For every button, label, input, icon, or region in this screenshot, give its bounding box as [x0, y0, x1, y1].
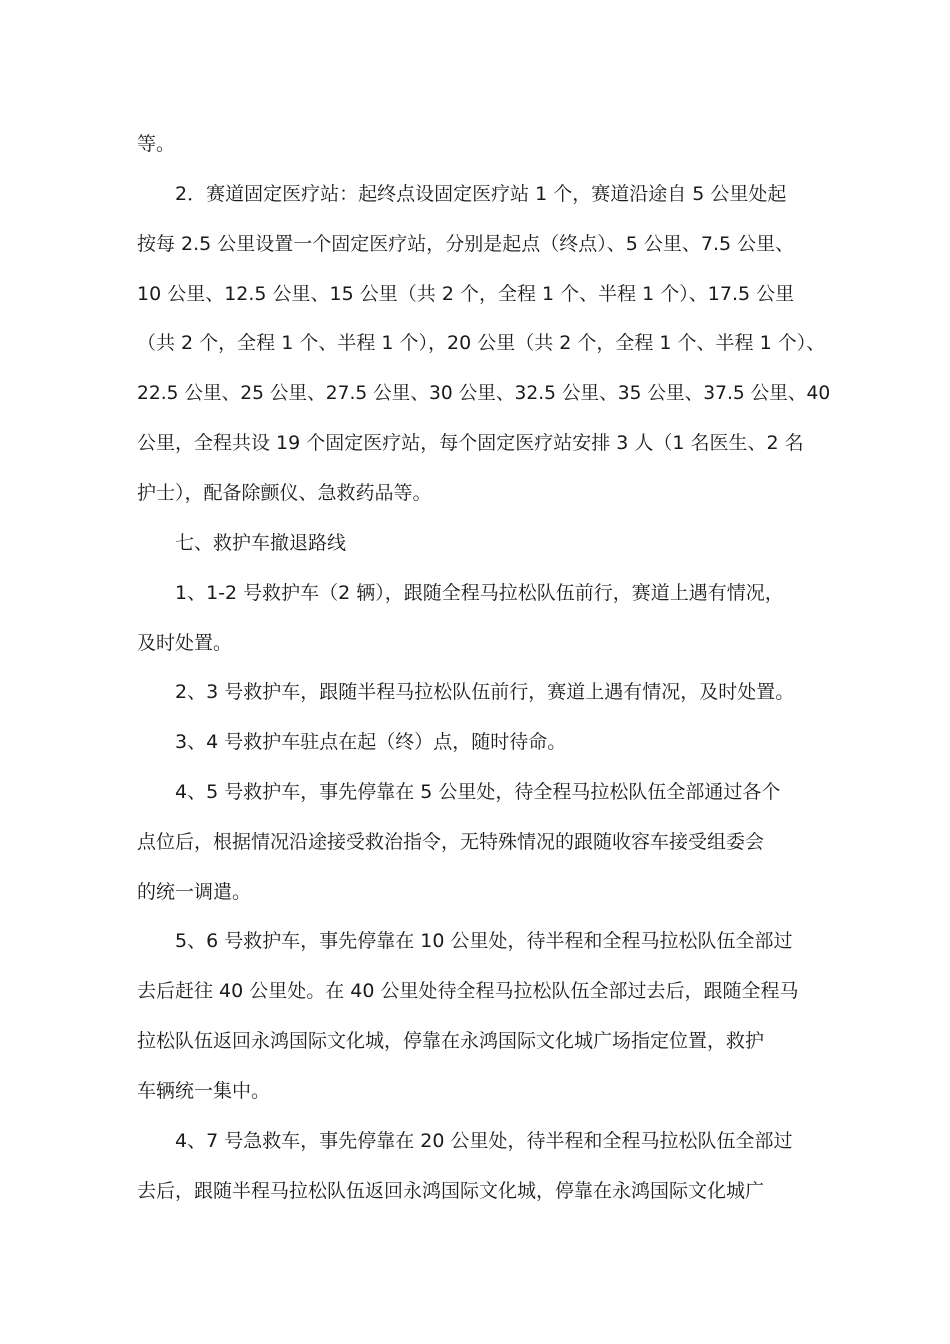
text-line: 4、7 号急救车，事先停靠在 20 公里处，待半程和全程马拉松队伍全部过 — [175, 1130, 793, 1152]
text-line: 10 公里、12.5 公里、15 公里（共 2 个，全程 1 个、半程 1 个）、17.5 公里 — [137, 283, 795, 305]
text-line: 车辆统一集中。 — [137, 1080, 271, 1102]
text-line: 4、5 号救护车，事先停靠在 5 公里处，待全程马拉松队伍全部通过各个 — [175, 781, 781, 803]
text-line: 公里，全程共设 19 个固定医疗站，每个固定医疗站安排 3 人（1 名医生、2 名 — [137, 432, 804, 454]
text-line: 护士），配备除颤仪、急救药品等。 — [137, 482, 432, 504]
text-line: 去后赶往 40 公里处。在 40 公里处待全程马拉松队伍全部过去后，跟随全程马 — [137, 980, 799, 1002]
text-line: 按每 2.5 公里设置一个固定医疗站，分别是起点（终点）、5 公里、7.5 公里、 — [137, 233, 795, 255]
text-line: 2．赛道固定医疗站：起终点设固定医疗站 1 个，赛道沿途自 5 公里处起 — [175, 183, 787, 205]
text-line: 5、6 号救护车，事先停靠在 10 公里处，待半程和全程马拉松队伍全部过 — [175, 930, 793, 952]
text-line: 及时处置。 — [137, 632, 233, 654]
text-line: 1、1-2 号救护车（2 辆），跟随全程马拉松队伍前行，赛道上遇有情况， — [175, 582, 784, 604]
text-line: 22.5 公里、25 公里、27.5 公里、30 公里、32.5 公里、35 公里、37.5 公里、40 — [137, 382, 831, 404]
text-line: 2、3 号救护车，跟随半程马拉松队伍前行，赛道上遇有情况，及时处置。 — [175, 681, 795, 703]
text-line: 3、4 号救护车驻点在起（终）点，随时待命。 — [175, 731, 567, 753]
text-line: 去后，跟随半程马拉松队伍返回永鸿国际文化城，停靠在永鸿国际文化城广 — [137, 1180, 765, 1202]
text-line: 的统一调遣。 — [137, 881, 252, 903]
section-heading: 七、救护车撤退路线 — [175, 532, 347, 554]
text-line: 等。 — [137, 133, 176, 155]
text-line: 拉松队伍返回永鸿国际文化城，停靠在永鸿国际文化城广场指定位置，救护 — [137, 1030, 765, 1052]
text-line: （共 2 个，全程 1 个、半程 1 个），20 公里（共 2 个，全程 1 个、半程 1 个）、 — [137, 332, 826, 354]
text-line: 点位后，根据情况沿途接受救治指令，无特殊情况的跟随收容车接受组委会 — [137, 831, 765, 853]
